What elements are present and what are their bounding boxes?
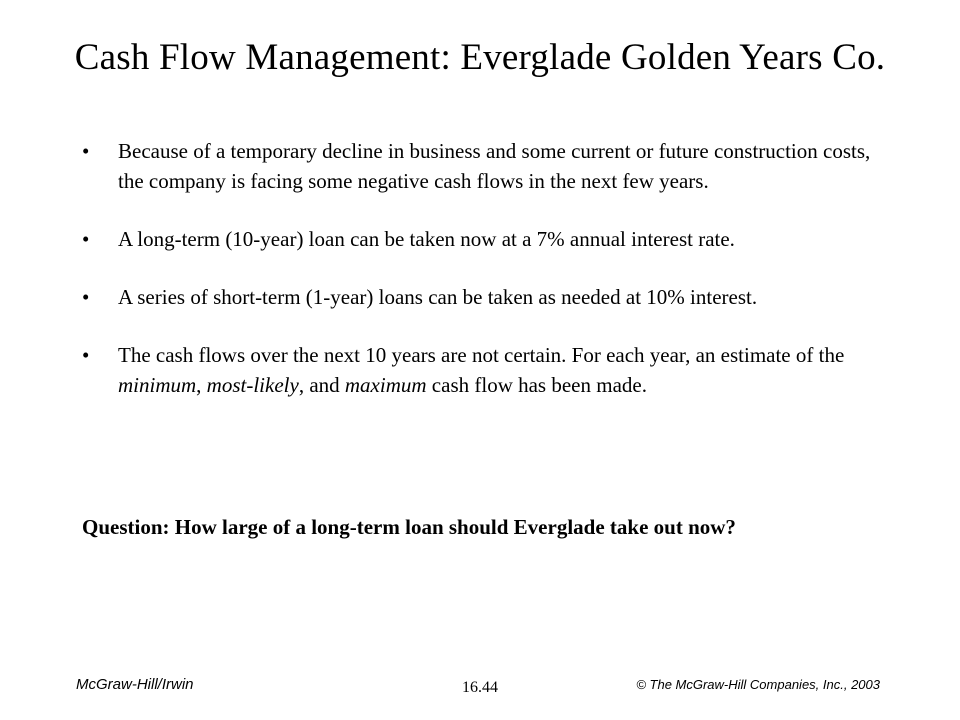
bullet-icon: • [82, 139, 90, 163]
bullet-text-part: , [196, 373, 207, 397]
footer-slide-number: 16.44 [462, 679, 498, 696]
footer-publisher: McGraw-Hill/Irwin [76, 676, 194, 693]
slide-title: Cash Flow Management: Everglade Golden Years Co. [74, 37, 886, 78]
bullet-icon: • [82, 227, 90, 251]
bullet-item-decline [78, 136, 898, 196]
bullet-icon: • [82, 343, 90, 367]
bullet-item-uncertain-cash-flows [78, 340, 898, 400]
bullet-text-part: cash flow has been made. [426, 373, 647, 397]
footer-copyright: © The McGraw-Hill Companies, Inc., 2003 [636, 677, 880, 692]
bullet-text [118, 343, 844, 397]
bullet-text-part: The cash flows over the next 10 years are not certain. For each year, an estimate of the [118, 343, 845, 367]
question-text: Question: How large of a long-term loan should Everglade take out now? [82, 515, 736, 539]
emphasis-maximum: maximum [344, 373, 427, 397]
bullet-item-long-term-loan [78, 224, 898, 254]
bullet-text: A long-term (10-year) loan can be taken now at a 7% annual interest rate. [118, 227, 735, 251]
bullet-text: A series of short-term (1-year) loans can be taken as needed at 10% interest. [118, 285, 758, 309]
emphasis-most-likely: most-likely [206, 373, 299, 397]
bullet-item-short-term-loans [78, 282, 898, 312]
bullet-icon: • [82, 285, 90, 309]
emphasis-minimum: minimum [118, 373, 197, 397]
bullet-text: Because of a temporary decline in business and some current or future construction costs, the company is facing some negative cash flows in the next few years. [118, 139, 871, 193]
bullet-text-part: , and [298, 373, 345, 397]
bullet-list [78, 136, 898, 428]
